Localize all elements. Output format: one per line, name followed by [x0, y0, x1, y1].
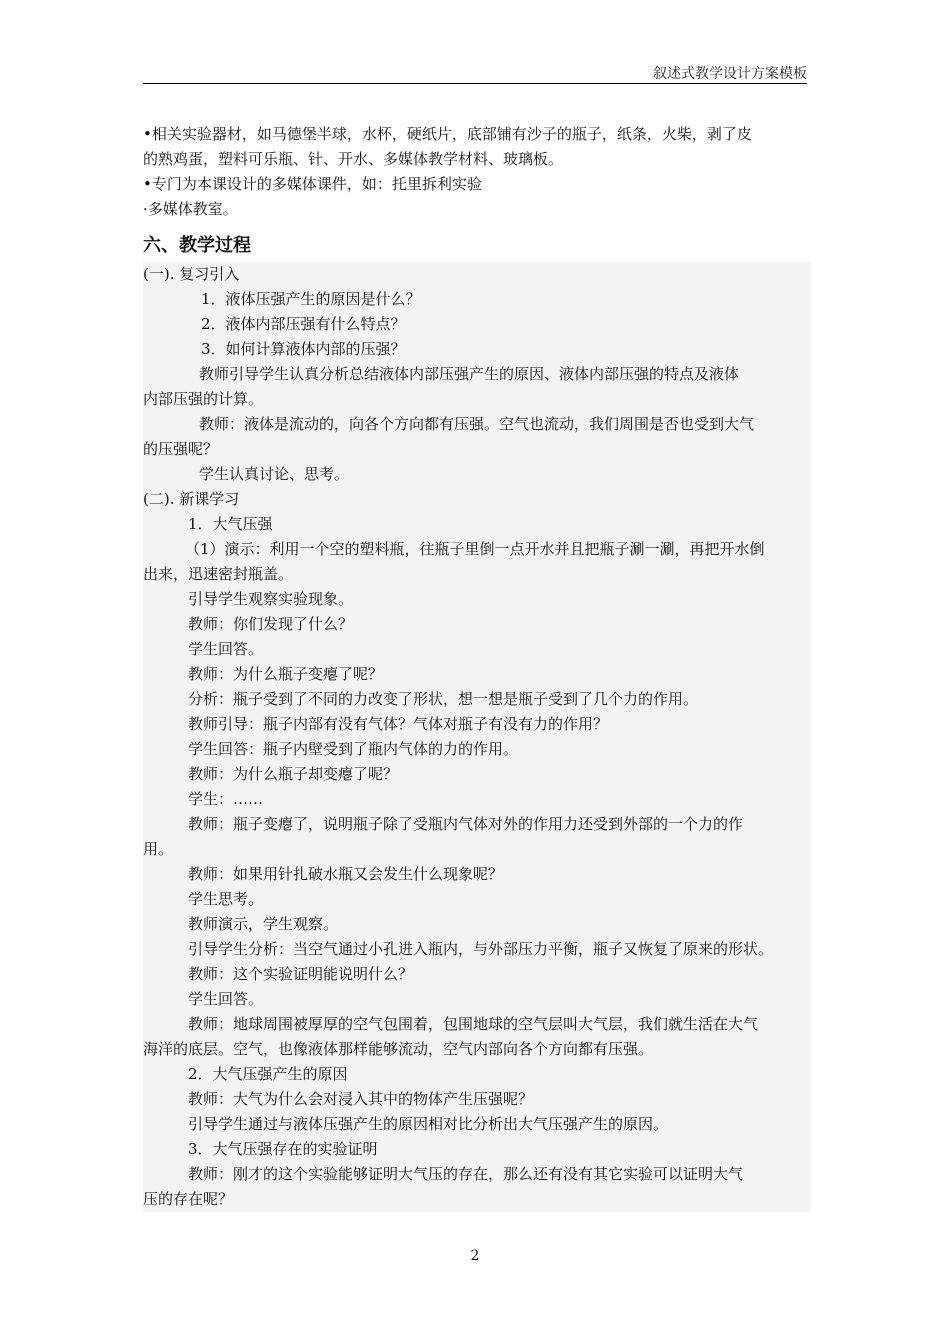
paragraph-line: （1）演示：利用一个空的塑料瓶，往瓶子里倒一点开水并且把瓶子涮一涮，再把开水倒 — [185, 540, 765, 558]
paragraph-line: 学生思考。 — [188, 890, 264, 908]
paragraph-line: 教师：液体是流动的，向各个方向都有压强。空气也流动，我们周围是否也受到大气 — [199, 415, 755, 433]
paragraph-line: 教师：刚才的这个实验能够证明大气压的存在，那么还有没有其它实验可以证明大气 — [188, 1165, 744, 1183]
subsection-title: (一). 复习引入 — [143, 265, 240, 283]
paragraph-line: 教师演示，学生观察。 — [188, 915, 339, 933]
materials-line: 的熟鸡蛋，塑料可乐瓶、针、开水、多媒体教学材料、玻璃板。 — [143, 150, 564, 168]
paragraph-line: 的压强呢？ — [143, 440, 219, 458]
paragraph-line: 海洋的底层。空气，也像液体那样能够流动，空气内部向各个方向都有压强。 — [143, 1040, 654, 1058]
paragraph-line: 学生回答。 — [188, 990, 264, 1008]
paragraph-line: 教师：瓶子变瘪了，说明瓶子除了受瓶内气体对外的作用力还受到外部的一个力的作 — [188, 815, 744, 833]
paragraph-line: 学生回答。 — [188, 640, 264, 658]
paragraph-line: 教师：这个实验证明能说明什么？ — [188, 965, 414, 983]
paragraph-line: 教师：如果用针扎破水瓶又会发生什么现象呢？ — [188, 865, 504, 883]
paragraph-line: 学生：…… — [188, 790, 264, 808]
materials-line: •专门为本课设计的多媒体课件，如：托里拆利实验 — [143, 175, 482, 193]
topic-heading: 2．大气压强产生的原因 — [188, 1065, 348, 1083]
page-number: 2 — [470, 1248, 480, 1264]
question-item: 2．液体内部压强有什么特点？ — [201, 315, 406, 333]
paragraph-line: 用。 — [143, 840, 174, 858]
header-rule — [143, 83, 807, 84]
paragraph-line: 教师：你们发现了什么？ — [188, 615, 354, 633]
paragraph-line: 教师：为什么瓶子变瘪了呢？ — [188, 665, 384, 683]
teaching-process-block — [143, 262, 811, 1212]
subsection-title: (二). 新课学习 — [143, 490, 240, 508]
materials-list — [143, 122, 811, 222]
paragraph-line: 学生认真讨论、思考。 — [199, 465, 350, 483]
question-item: 1．液体压强产生的原因是什么？ — [201, 290, 421, 308]
topic-heading: 1．大气压强 — [188, 515, 273, 533]
paragraph-line: 引导学生观察实验现象。 — [188, 590, 354, 608]
paragraph-line: 教师：为什么瓶子却变瘪了呢？ — [188, 765, 399, 783]
paragraph-line: 出来，迅速密封瓶盖。 — [143, 565, 294, 583]
paragraph-line: 教师：大气为什么会对浸入其中的物体产生压强呢？ — [188, 1090, 534, 1108]
topic-heading: 3．大气压强存在的实验证明 — [188, 1140, 378, 1158]
paragraph-line: 教师引导学生认真分析总结液体内部压强产生的原因、液体内部压强的特点及液体 — [199, 365, 740, 383]
paragraph-line: 教师引导：瓶子内部有没有气体？气体对瓶子有没有力的作用？ — [188, 715, 609, 733]
paragraph-line: 分析：瓶子受到了不同的力改变了形状，想一想是瓶子受到了几个力的作用。 — [188, 690, 699, 708]
paragraph-line: 教师：地球周围被厚厚的空气包围着，包围地球的空气层叫大气层，我们就生活在大气 — [188, 1015, 759, 1033]
paragraph-line: 引导学生分析：当空气通过小孔进入瓶内，与外部压力平衡，瓶子又恢复了原来的形状。 — [188, 940, 774, 958]
materials-line: •相关实验器材，如马德堡半球，水杯，硬纸片，底部铺有沙子的瓶子，纸条，火柴，剥了皮 — [143, 125, 752, 143]
page-header-title: 叙述式教学设计方案模板 — [653, 66, 807, 82]
paragraph-line: 压的存在呢？ — [143, 1190, 234, 1208]
section-heading: 六、教学过程 — [143, 235, 251, 256]
paragraph-line: 引导学生通过与液体压强产生的原因相对比分析出大气压强产生的原因。 — [188, 1115, 669, 1133]
materials-line: ·多媒体教室。 — [143, 200, 238, 218]
document-body — [143, 122, 811, 1212]
paragraph-line: 学生回答：瓶子内壁受到了瓶内气体的力的作用。 — [188, 740, 519, 758]
paragraph-line: 内部压强的计算。 — [143, 390, 264, 408]
question-item: 3．如何计算液体内部的压强？ — [201, 340, 406, 358]
